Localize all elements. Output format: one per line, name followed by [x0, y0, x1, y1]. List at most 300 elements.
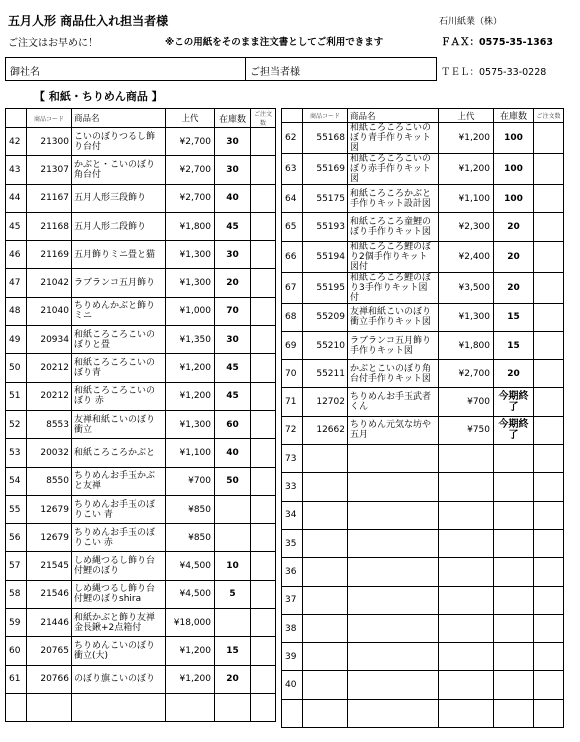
table-row: [6, 665, 276, 693]
table-row: [6, 212, 276, 240]
row-number: 71: [282, 388, 303, 416]
table-row: [6, 382, 276, 410]
product-code: 55211: [303, 360, 348, 388]
retail-price: ¥4,500: [166, 552, 215, 580]
retail-price: ¥850: [166, 495, 215, 523]
row-number: 51: [6, 382, 27, 410]
retail-price: ¥1,300: [166, 241, 215, 269]
stock-count: 20: [215, 269, 251, 297]
row-number: 70: [282, 360, 303, 388]
order-quantity-cell[interactable]: [251, 184, 276, 212]
stock-count: [494, 699, 534, 727]
product-code: 12679: [27, 524, 72, 552]
retail-price: [166, 693, 215, 721]
row-number: 64: [282, 185, 303, 213]
row-number: 67: [282, 272, 303, 303]
stock-count: 20: [494, 272, 534, 303]
table-row: [6, 184, 276, 212]
table-row: [282, 303, 564, 331]
stock-count: 50: [215, 467, 251, 495]
product-name: 五月人形二段飾り: [72, 212, 166, 240]
order-quantity-cell[interactable]: [251, 354, 276, 382]
table-row: [6, 269, 276, 297]
retail-price: ¥2,700: [439, 360, 494, 388]
table-row: [282, 388, 564, 416]
table-row: [282, 529, 564, 557]
page-title: 五月人形 商品仕入れ担当者様: [8, 14, 169, 28]
stock-count: 45: [215, 382, 251, 410]
product-name: ちりめんお手玉かぶと友禅: [72, 467, 166, 495]
product-code: 55194: [303, 241, 348, 272]
row-number: 73: [282, 445, 303, 473]
row-number: 44: [6, 184, 27, 212]
product-code: 21042: [27, 269, 72, 297]
retail-price: ¥2,700: [166, 184, 215, 212]
table-row: [282, 445, 564, 473]
row-number: 69: [282, 331, 303, 359]
product-name: [348, 671, 439, 699]
row-number: 68: [282, 303, 303, 331]
product-name: ラブランコ五月飾り: [72, 269, 166, 297]
stock-count: 今期終了: [494, 416, 534, 444]
retail-price: ¥1,000: [166, 297, 215, 325]
table-header-row: [6, 109, 276, 128]
product-name: [348, 501, 439, 529]
order-quantity-cell[interactable]: [251, 693, 276, 721]
product-name: ちりめんお手玉武者くん: [348, 388, 439, 416]
retail-price: ¥1,100: [439, 185, 494, 213]
stock-count: 20: [215, 665, 251, 693]
product-code: 8550: [27, 467, 72, 495]
table-row: [282, 331, 564, 359]
product-name: 友禅和紙こいのぼり衝立手作りキット図: [348, 303, 439, 331]
product-name: [348, 529, 439, 557]
header-code: 商品コード: [27, 109, 72, 128]
stock-count: [494, 529, 534, 557]
product-code: 55168: [303, 123, 348, 154]
stock-count: 15: [494, 331, 534, 359]
table-row: [282, 473, 564, 501]
table-row: [282, 501, 564, 529]
order-quantity-cell[interactable]: [251, 637, 276, 665]
table-row: [6, 552, 276, 580]
product-name: [348, 699, 439, 727]
row-number: 43: [6, 156, 27, 184]
product-name: かぶと・こいのぼり角台付: [72, 156, 166, 184]
product-code: 55169: [303, 154, 348, 185]
stock-count: 40: [215, 439, 251, 467]
retail-price: ¥3,500: [439, 272, 494, 303]
table-row: [6, 297, 276, 325]
row-number: 40: [282, 671, 303, 699]
retail-price: ¥1,100: [166, 439, 215, 467]
product-code: 21545: [27, 552, 72, 580]
retail-price: [439, 501, 494, 529]
stock-count: 20: [494, 213, 534, 241]
retail-price: ¥1,200: [166, 637, 215, 665]
retail-price: ¥1,350: [166, 326, 215, 354]
retail-price: [439, 473, 494, 501]
order-quantity-cell[interactable]: [534, 331, 564, 359]
order-quantity-cell[interactable]: [251, 467, 276, 495]
order-quantity-cell[interactable]: [251, 382, 276, 410]
stock-count: [494, 586, 534, 614]
product-code: [303, 671, 348, 699]
order-quantity-cell[interactable]: [534, 586, 564, 614]
order-quantity-cell[interactable]: [534, 154, 564, 185]
stock-count: 45: [215, 354, 251, 382]
retail-price: ¥2,400: [439, 241, 494, 272]
stock-count: [215, 693, 251, 721]
product-code: [27, 693, 72, 721]
stock-count: [215, 524, 251, 552]
retail-price: ¥2,700: [166, 156, 215, 184]
product-name: [348, 558, 439, 586]
header-name: 商品名: [72, 109, 166, 128]
table-row: [6, 637, 276, 665]
product-code: [303, 473, 348, 501]
stock-count: 100: [494, 154, 534, 185]
retail-price: [439, 529, 494, 557]
product-code: 8553: [27, 410, 72, 438]
product-table-left: [5, 108, 276, 722]
row-number: 59: [6, 609, 27, 637]
row-number: 63: [282, 154, 303, 185]
product-name: 和紙かぶと飾り友禅金長鍬+2点箱付: [72, 609, 166, 637]
order-quantity-cell[interactable]: [534, 614, 564, 642]
row-number: 66: [282, 241, 303, 272]
retail-price: ¥18,000: [166, 609, 215, 637]
order-quantity-cell[interactable]: [534, 529, 564, 557]
row-number: 38: [282, 614, 303, 642]
table-row: [6, 241, 276, 269]
product-code: 55210: [303, 331, 348, 359]
order-quantity-cell[interactable]: [251, 665, 276, 693]
fax-number: ＦＡＸ：0575-35-1363: [441, 37, 553, 48]
order-quantity-cell[interactable]: [534, 473, 564, 501]
order-quantity-cell[interactable]: [251, 297, 276, 325]
order-quantity-cell[interactable]: [534, 558, 564, 586]
product-code: 12679: [27, 495, 72, 523]
row-number: 35: [282, 529, 303, 557]
header-stock: 在庫数: [494, 109, 534, 123]
product-name: しめ縄つるし飾り台付鯉のぼり: [72, 552, 166, 580]
table-row: [282, 558, 564, 586]
table-row: [282, 416, 564, 444]
retail-price: ¥750: [439, 416, 494, 444]
row-number: [6, 693, 27, 721]
row-number: 65: [282, 213, 303, 241]
product-name: ちりめんお手玉のぼりこい 青: [72, 495, 166, 523]
table-row: [282, 360, 564, 388]
product-name: ちりめん元気な坊や五月: [348, 416, 439, 444]
table-row: [282, 213, 564, 241]
table-row: [6, 693, 276, 721]
retail-price: [439, 586, 494, 614]
retail-price: ¥1,200: [439, 123, 494, 154]
product-name: 和紙ころころこいのぼり青: [72, 354, 166, 382]
product-code: [303, 529, 348, 557]
row-number: 45: [6, 212, 27, 240]
stock-count: 70: [215, 297, 251, 325]
stock-count: 45: [215, 212, 251, 240]
product-code: 21307: [27, 156, 72, 184]
order-quantity-cell[interactable]: [534, 360, 564, 388]
retail-price: ¥1,200: [439, 154, 494, 185]
order-quantity-cell[interactable]: [534, 699, 564, 727]
product-name: 和紙ころころ鯉のぼり2個手作りキット図付: [348, 241, 439, 272]
order-quantity-cell[interactable]: [534, 671, 564, 699]
header-order: ご注文数: [251, 109, 276, 128]
table-row: [6, 439, 276, 467]
product-name: 和紙ころころ童鯉のぼり手作りキット図: [348, 213, 439, 241]
order-quantity-cell[interactable]: [251, 495, 276, 523]
table-row: [282, 586, 564, 614]
product-name: ラブランコ五月飾り手作りキット図: [348, 331, 439, 359]
product-name: [348, 614, 439, 642]
retail-price: ¥1,300: [166, 269, 215, 297]
header-no: [282, 109, 303, 123]
product-code: 21169: [27, 241, 72, 269]
product-name: ちりめんこいのぼり衝立(大): [72, 637, 166, 665]
row-number: 34: [282, 501, 303, 529]
header-no: [6, 109, 27, 128]
stock-count: [215, 495, 251, 523]
product-code: [303, 558, 348, 586]
order-quantity-cell[interactable]: [534, 388, 564, 416]
contact-person-field[interactable]: ご担当者様: [246, 57, 437, 81]
product-name: 五月飾りミニ畳と猫: [72, 241, 166, 269]
product-code: 21546: [27, 580, 72, 608]
table-row: [282, 643, 564, 671]
header-price: 上代: [166, 109, 215, 128]
row-number: 37: [282, 586, 303, 614]
order-quantity-cell[interactable]: [251, 439, 276, 467]
retail-price: ¥2,300: [439, 213, 494, 241]
table-header-row: [282, 109, 564, 123]
product-name: 和紙ころころこいのぼりと畳: [72, 326, 166, 354]
order-quantity-cell[interactable]: [251, 128, 276, 156]
row-number: 36: [282, 558, 303, 586]
product-name: [348, 473, 439, 501]
retail-price: ¥700: [439, 388, 494, 416]
row-number: 47: [6, 269, 27, 297]
table-row: [6, 354, 276, 382]
order-quantity-cell[interactable]: [251, 326, 276, 354]
company-name-field[interactable]: 御社名: [5, 57, 246, 81]
table-row: [6, 609, 276, 637]
order-quantity-cell[interactable]: [534, 213, 564, 241]
order-quantity-cell[interactable]: [251, 524, 276, 552]
product-code: 20032: [27, 439, 72, 467]
product-code: 21168: [27, 212, 72, 240]
product-name: 和紙ころころかぶと手作りキット設計図: [348, 185, 439, 213]
stock-count: [494, 671, 534, 699]
stock-count: 30: [215, 326, 251, 354]
order-quantity-cell[interactable]: [534, 501, 564, 529]
stock-count: 100: [494, 123, 534, 154]
company-name: 石川紙業（株）: [439, 17, 503, 27]
row-number: 33: [282, 473, 303, 501]
stock-count: 100: [494, 185, 534, 213]
product-code: 55193: [303, 213, 348, 241]
order-quantity-cell[interactable]: [251, 269, 276, 297]
table-row: [282, 185, 564, 213]
product-code: [303, 586, 348, 614]
stock-count: 30: [215, 128, 251, 156]
table-row: [6, 156, 276, 184]
product-code: 20934: [27, 326, 72, 354]
row-number: 55: [6, 495, 27, 523]
table-row: [282, 272, 564, 303]
order-quantity-cell[interactable]: [251, 241, 276, 269]
product-code: 21167: [27, 184, 72, 212]
row-number: 72: [282, 416, 303, 444]
order-quantity-cell[interactable]: [251, 156, 276, 184]
stock-count: 5: [215, 580, 251, 608]
tel-number: ＴＥＬ：0575-33-0228: [441, 67, 547, 78]
retail-price: [439, 699, 494, 727]
row-number: 60: [6, 637, 27, 665]
row-number: 46: [6, 241, 27, 269]
order-quantity-cell[interactable]: [251, 609, 276, 637]
product-name: ちりめんお手玉のぼりこい 赤: [72, 524, 166, 552]
order-quantity-cell[interactable]: [534, 185, 564, 213]
stock-count: 20: [494, 360, 534, 388]
table-row: [6, 495, 276, 523]
table-row: [282, 123, 564, 154]
table-row: [6, 326, 276, 354]
product-code: 20212: [27, 354, 72, 382]
stock-count: [215, 609, 251, 637]
retail-price: ¥850: [166, 524, 215, 552]
retail-price: ¥4,500: [166, 580, 215, 608]
product-name: のぼり旗こいのぼり: [72, 665, 166, 693]
retail-price: [439, 558, 494, 586]
order-quantity-cell[interactable]: [251, 410, 276, 438]
product-name: ちりめんかぶと飾りミニ: [72, 297, 166, 325]
row-number: 39: [282, 643, 303, 671]
product-code: 12702: [303, 388, 348, 416]
product-code: 20765: [27, 637, 72, 665]
product-code: [303, 614, 348, 642]
product-name: [72, 693, 166, 721]
stock-count: 40: [215, 184, 251, 212]
stock-count: 30: [215, 241, 251, 269]
order-quantity-cell[interactable]: [534, 445, 564, 473]
retail-price: ¥2,700: [166, 128, 215, 156]
row-number: 50: [6, 354, 27, 382]
order-quantity-cell[interactable]: [534, 416, 564, 444]
retail-price: ¥1,200: [166, 665, 215, 693]
stock-count: [494, 614, 534, 642]
product-code: 55175: [303, 185, 348, 213]
order-quantity-cell[interactable]: [534, 123, 564, 154]
stock-count: 15: [215, 637, 251, 665]
row-number: 42: [6, 128, 27, 156]
row-number: 56: [6, 524, 27, 552]
order-quantity-cell[interactable]: [534, 272, 564, 303]
order-form-note: ※この用紙をそのまま注文書としてご利用できます: [165, 37, 384, 48]
product-code: 21040: [27, 297, 72, 325]
retail-price: ¥700: [166, 467, 215, 495]
row-number: 54: [6, 467, 27, 495]
retail-price: ¥1,800: [166, 212, 215, 240]
stock-count: 30: [215, 156, 251, 184]
table-row: [282, 154, 564, 185]
product-code: 20212: [27, 382, 72, 410]
row-number: 61: [6, 665, 27, 693]
order-quantity-cell[interactable]: [534, 643, 564, 671]
retail-price: ¥1,800: [439, 331, 494, 359]
order-quantity-cell[interactable]: [251, 580, 276, 608]
product-code: 12662: [303, 416, 348, 444]
product-code: 20766: [27, 665, 72, 693]
product-code: [303, 699, 348, 727]
table-row: [282, 671, 564, 699]
table-row: [282, 241, 564, 272]
row-number: 49: [6, 326, 27, 354]
order-quantity-cell[interactable]: [251, 552, 276, 580]
retail-price: ¥1,300: [439, 303, 494, 331]
row-number: 53: [6, 439, 27, 467]
stock-count: 今期終了: [494, 388, 534, 416]
order-quantity-cell[interactable]: [251, 212, 276, 240]
product-name: かぶとこいのぼり角台付手作りキット図: [348, 360, 439, 388]
header-name: 商品名: [348, 109, 439, 123]
product-table-right: [281, 108, 564, 728]
product-name: 友禅和紙こいのぼり衝立: [72, 410, 166, 438]
table-row: [6, 580, 276, 608]
stock-count: [494, 558, 534, 586]
product-name: [348, 643, 439, 671]
row-number: 57: [6, 552, 27, 580]
row-number: 58: [6, 580, 27, 608]
table-row: [6, 128, 276, 156]
order-quantity-cell[interactable]: [534, 303, 564, 331]
retail-price: ¥1,200: [166, 382, 215, 410]
stock-count: 20: [494, 241, 534, 272]
section-title: 【 和紙・ちりめん商品 】: [34, 90, 163, 103]
product-name: 和紙ころころこいのぼり 赤: [72, 382, 166, 410]
product-code: 21446: [27, 609, 72, 637]
row-number: 62: [282, 123, 303, 154]
retail-price: ¥1,300: [166, 410, 215, 438]
product-code: 21300: [27, 128, 72, 156]
header-stock: 在庫数: [215, 109, 251, 128]
header-price: 上代: [439, 109, 494, 123]
order-quantity-cell[interactable]: [534, 241, 564, 272]
row-number: 52: [6, 410, 27, 438]
header-order: ご注文数: [534, 109, 564, 123]
header-code: 商品コード: [303, 109, 348, 123]
product-name: [348, 586, 439, 614]
retail-price: [439, 643, 494, 671]
product-code: [303, 501, 348, 529]
row-number: [282, 699, 303, 727]
retail-price: [439, 614, 494, 642]
product-name: 和紙ころころこいのぼり青手作りキット図: [348, 123, 439, 154]
stock-count: [494, 501, 534, 529]
row-number: 48: [6, 297, 27, 325]
table-row: [282, 699, 564, 727]
retail-price: [439, 445, 494, 473]
stock-count: 15: [494, 303, 534, 331]
stock-count: 10: [215, 552, 251, 580]
stock-count: 60: [215, 410, 251, 438]
product-name: 和紙ころころこいのぼり赤手作りキット図: [348, 154, 439, 185]
product-name: [348, 445, 439, 473]
